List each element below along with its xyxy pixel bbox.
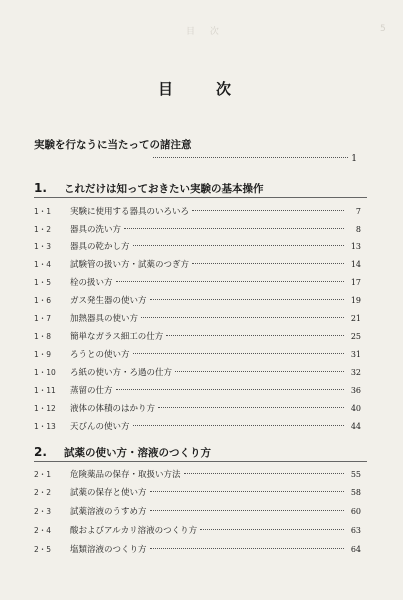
entry-number: 1・1: [34, 207, 52, 216]
toc-entry[interactable]: [34, 276, 361, 290]
section-title: 試薬の使い方・溶液のつくり方: [64, 447, 211, 459]
toc-entry[interactable]: [34, 543, 361, 557]
leader-dots: [141, 317, 344, 318]
entry-title: 塩類溶液のつくり方: [70, 545, 147, 555]
toc-entry[interactable]: [34, 402, 361, 416]
leader-dots: [124, 228, 344, 229]
entry-title: 危険薬品の保存・取扱い方法: [70, 470, 181, 480]
toc-entry[interactable]: [34, 468, 361, 482]
entry-page: 19: [350, 296, 361, 305]
entry-page: 17: [350, 278, 361, 287]
leader-dots: [133, 425, 344, 426]
entry-page: 14: [350, 260, 361, 269]
leader-dots: [166, 335, 344, 336]
entry-number: 1・5: [34, 278, 52, 287]
entry-number: 2・5: [34, 545, 52, 554]
entry-title: 試薬溶液のうすめ方: [70, 507, 147, 517]
bleed-through-header: 目 次: [186, 27, 225, 37]
entry-number: 1・4: [34, 260, 52, 269]
entry-title: 酸およびアルカリ溶液のつくり方: [70, 526, 198, 536]
section-number: 1.: [34, 181, 47, 195]
entry-page: 36: [350, 386, 361, 395]
toc-entry[interactable]: [34, 312, 361, 326]
intro-page-number: 1: [351, 154, 357, 164]
toc-entry[interactable]: [34, 223, 361, 237]
toc-entry[interactable]: [34, 524, 361, 538]
entry-title: 器具の洗い方: [70, 225, 122, 235]
entry-page: 25: [350, 332, 361, 341]
leader-dots: [184, 473, 344, 474]
page-title: 目 次: [157, 80, 245, 98]
entry-page: 58: [350, 488, 361, 497]
entry-number: 1・13: [34, 422, 56, 431]
entry-title: 液体の体積のはかり方: [70, 404, 156, 414]
leader-dots: [150, 548, 344, 549]
leader-dots: [175, 371, 344, 372]
toc-entry[interactable]: [34, 258, 361, 272]
entry-page: 21: [350, 314, 361, 323]
leader-dots: [133, 353, 344, 354]
entry-page: 55: [350, 470, 361, 479]
leader-dots: [116, 389, 344, 390]
entry-number: 1・7: [34, 314, 52, 323]
entry-page: 7: [355, 207, 361, 216]
section-number: 2.: [34, 445, 47, 459]
entry-page: 40: [350, 404, 361, 413]
entry-title: 簡単なガラス細工の仕方: [70, 332, 164, 342]
intro-entry[interactable]: [150, 154, 357, 164]
toc-entry[interactable]: [34, 505, 361, 519]
intro-heading: 実験を行なうに当たっての諸注意: [34, 139, 192, 151]
leader-dots: [150, 491, 344, 492]
entry-number: 1・8: [34, 332, 52, 341]
leader-dots: [150, 299, 344, 300]
entry-number: 1・3: [34, 242, 52, 251]
entry-page: 63: [350, 526, 361, 535]
toc-entry[interactable]: [34, 486, 361, 500]
section-title: これだけは知っておきたい実験の基本操作: [64, 183, 264, 195]
entry-page: 32: [350, 368, 361, 377]
entry-title: 栓の扱い方: [70, 278, 113, 288]
entry-number: 2・1: [34, 470, 52, 479]
toc-entry[interactable]: [34, 205, 361, 219]
entry-title: ガス発生器の使い方: [70, 296, 147, 306]
bleed-through-page-number: 5: [380, 24, 386, 34]
section-heading-2: [34, 445, 211, 460]
entry-title: 蒸留の仕方: [70, 386, 113, 396]
entry-title: ろうとの使い方: [70, 350, 130, 360]
entry-page: 44: [350, 422, 361, 431]
section-heading-1: [34, 181, 264, 196]
entry-title: 試薬の保存と使い方: [70, 488, 147, 498]
entry-number: 1・12: [34, 404, 56, 413]
section-rule: [34, 197, 367, 198]
toc-entry[interactable]: [34, 240, 361, 254]
toc-entry[interactable]: [34, 348, 361, 362]
leader-dots: [153, 157, 348, 158]
entry-number: 1・11: [34, 386, 56, 395]
leader-dots: [116, 281, 344, 282]
entry-page: 64: [350, 545, 361, 554]
toc-entry[interactable]: [34, 366, 361, 380]
entry-number: 1・6: [34, 296, 52, 305]
leader-dots: [133, 245, 344, 246]
entry-page: 60: [350, 507, 361, 516]
entry-number: 1・9: [34, 350, 52, 359]
leader-dots: [150, 510, 344, 511]
leader-dots: [192, 263, 344, 264]
toc-entry[interactable]: [34, 294, 361, 308]
toc-entry[interactable]: [34, 384, 361, 398]
entry-title: 天びんの使い方: [70, 422, 130, 432]
entry-title: 器具の乾かし方: [70, 242, 130, 252]
toc-entry[interactable]: [34, 420, 361, 434]
entry-page: 8: [355, 225, 361, 234]
entry-page: 13: [350, 242, 361, 251]
leader-dots: [192, 210, 344, 211]
entry-number: 2・4: [34, 526, 52, 535]
leader-dots: [200, 529, 344, 530]
entry-title: ろ紙の使い方・ろ過の仕方: [70, 368, 173, 378]
entry-number: 1・2: [34, 225, 52, 234]
entry-title: 加熱器具の使い方: [70, 314, 139, 324]
leader-dots: [158, 407, 344, 408]
section-rule: [34, 461, 367, 462]
entry-number: 2・2: [34, 488, 52, 497]
entry-page: 31: [350, 350, 361, 359]
entry-title: 実験に使用する器具のいろいろ: [70, 207, 190, 217]
entry-number: 1・10: [34, 368, 56, 377]
entry-title: 試験管の扱い方・試薬のつぎ方: [70, 260, 190, 270]
entry-number: 2・3: [34, 507, 52, 516]
toc-entry[interactable]: [34, 330, 361, 344]
